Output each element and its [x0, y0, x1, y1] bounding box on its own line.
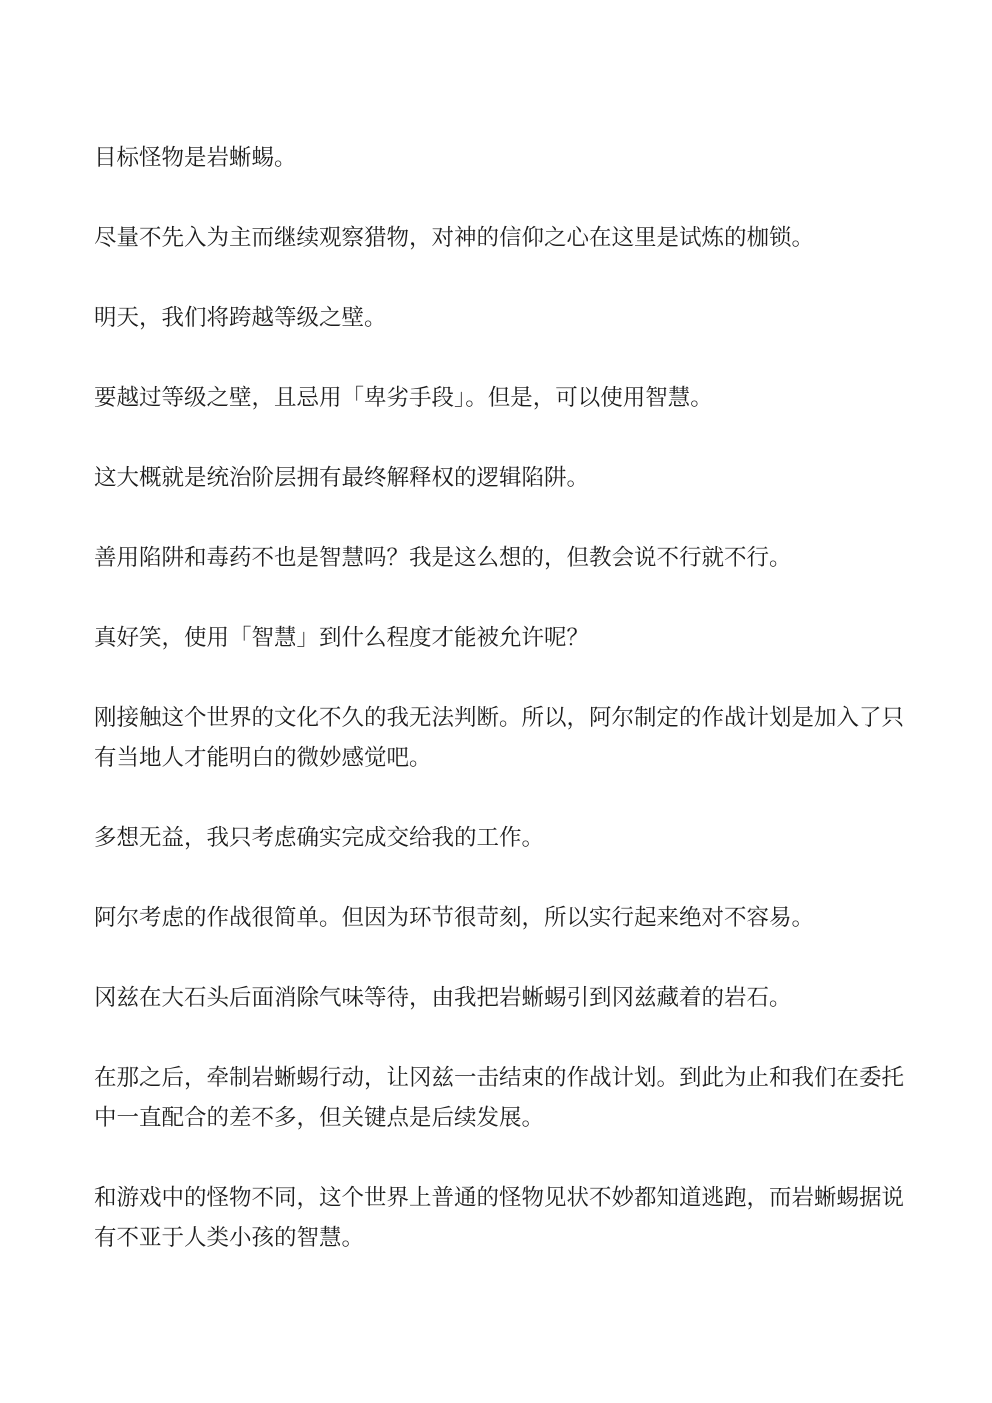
paragraph-4: 要越过等级之壁，且忌用「卑劣手段」。但是，可以使用智慧。 — [94, 385, 713, 411]
paragraph-9: 多想无益，我只考虑确实完成交给我的工作。 — [94, 825, 545, 851]
paragraph-13: 和游戏中的怪物不同，这个世界上普通的怪物见状不妙都知道逃跑，而岩蜥蜴据说有不亚于人类小孩的智慧。 — [94, 1185, 905, 1251]
paragraph-5: 这大概就是统治阶层拥有最终解释权的逻辑陷阱。 — [94, 465, 590, 491]
paragraph-2: 尽量不先入为主而继续观察猎物，对神的信仰之心在这里是试炼的枷锁。 — [94, 225, 815, 251]
paragraph-3: 明天，我们将跨越等级之壁。 — [94, 305, 387, 331]
paragraph-1: 目标怪物是岩蜥蜴。 — [94, 145, 297, 171]
paragraph-11: 冈兹在大石头后面消除气味等待，由我把岩蜥蜴引到冈兹藏着的岩石。 — [94, 985, 792, 1011]
paragraph-7: 真好笑，使用「智慧」到什么程度才能被允许呢？ — [94, 625, 590, 651]
paragraph-12: 在那之后，牵制岩蜥蜴行动，让冈兹一击结束的作战计划。到此为止和我们在委托中一直配合的差不多，但关键点是后续发展。 — [94, 1065, 905, 1131]
paragraph-8: 刚接触这个世界的文化不久的我无法判断。所以，阿尔制定的作战计划是加入了只有当地人才能明白的微妙感觉吧。 — [94, 705, 905, 771]
text-body — [94, 138, 904, 1298]
paragraph-10: 阿尔考虑的作战很简单。但因为环节很苛刻，所以实行起来绝对不容易。 — [94, 905, 815, 931]
paragraph-6: 善用陷阱和毒药不也是智慧吗？我是这么想的，但教会说不行就不行。 — [94, 545, 792, 571]
